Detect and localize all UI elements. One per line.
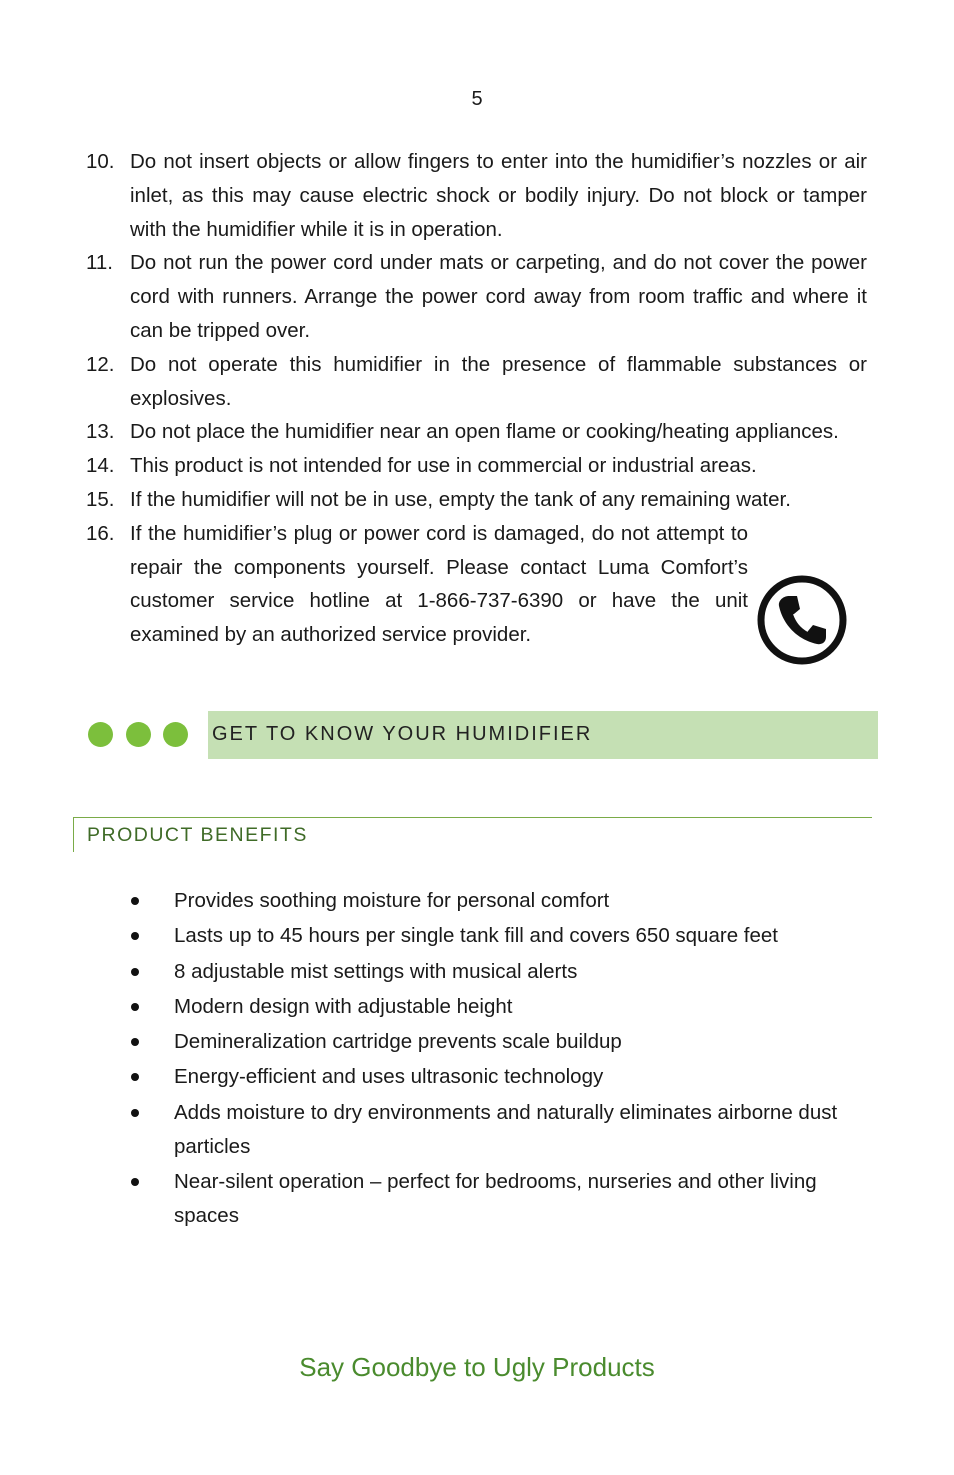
benefit-item (129, 1025, 859, 1059)
warning-item (86, 145, 867, 246)
warning-item (86, 415, 867, 449)
header-band (208, 711, 878, 759)
warning-number: 14. (86, 454, 115, 478)
benefits-list (129, 884, 859, 1234)
bullet-icon (131, 1178, 139, 1186)
warning-number: 11. (86, 251, 113, 275)
bullet-icon (131, 932, 139, 940)
benefit-item (129, 1096, 859, 1164)
benefit-item (129, 1060, 859, 1094)
benefit-item (129, 990, 859, 1024)
warning-text: Do not operate this humidifier in the presence of flammable substances or explosives. (130, 352, 867, 410)
warning-text: This product is not intended for use in commercial or industrial areas. (130, 454, 757, 478)
benefit-text: 8 adjustable mist settings with musical alerts (174, 959, 578, 983)
warning-text: Do not place the humidifier near an open flame or cooking/heating appliances. (130, 420, 839, 444)
warning-number: 16. (86, 521, 115, 545)
warning-item (86, 348, 867, 416)
bullet-icon (131, 1109, 139, 1117)
benefit-text: Demineralization cartridge prevents scale buildup (174, 1030, 622, 1054)
warning-text: Do not run the power cord under mats or carpeting, and do not cover the power cord with runners. Arrange the power cord away from room traffic and where it can be tripped over. (130, 251, 867, 342)
green-dot-icon (126, 722, 151, 747)
benefit-text: Near-silent operation – perfect for bedrooms, nurseries and other living spaces (174, 1169, 817, 1227)
warning-text: If the humidifier’s plug or power cord is damaged, do not attempt to repair the components yourself. Please contact Luma Comfort’s customer service hotline at 1-866-737-6390 or have the unit examined by an authorized service provider. (130, 521, 748, 647)
warning-item (86, 246, 867, 347)
safety-warning-list (86, 145, 867, 652)
benefit-item (129, 1165, 859, 1233)
benefit-text: Adds moisture to dry environments and naturally eliminates airborne dust particles (174, 1100, 838, 1158)
footer-tagline: Say Goodbye to Ugly Products (299, 1352, 655, 1382)
benefit-text: Modern design with adjustable height (174, 994, 513, 1018)
warning-number: 15. (86, 487, 115, 511)
warning-item (86, 483, 867, 517)
section-header (86, 711, 878, 759)
warning-item (86, 517, 867, 652)
warning-text: Do not insert objects or allow fingers to enter into the humidifier’s nozzles or air inlet, as this may cause electric shock or bodily injury. Do not block or tamper with the humidifier while it is in operation. (130, 150, 867, 241)
bullet-icon (131, 897, 139, 905)
page-number: 5 (471, 88, 483, 110)
benefit-item (129, 919, 859, 953)
bullet-icon (131, 968, 139, 976)
warning-text: If the humidifier will not be in use, empty the tank of any remaining water. (130, 487, 791, 511)
benefits-heading: PRODUCT BENEFITS (87, 824, 308, 846)
benefit-item (129, 955, 859, 989)
bullet-icon (131, 1073, 139, 1081)
benefit-text: Provides soothing moisture for personal comfort (174, 889, 610, 912)
phone-icon (756, 574, 848, 666)
benefit-item (129, 884, 859, 918)
green-dot-icon (88, 722, 113, 747)
benefit-text: Energy-efficient and uses ultrasonic technology (174, 1065, 604, 1089)
bullet-icon (131, 1003, 139, 1011)
section-title: GET TO KNOW YOUR HUMIDIFIER (212, 723, 593, 745)
warning-number: 13. (86, 420, 115, 444)
benefits-heading-box (73, 817, 872, 852)
benefit-text: Lasts up to 45 hours per single tank fill and covers 650 square feet (174, 924, 778, 948)
green-dot-icon (163, 722, 188, 747)
warning-number: 12. (86, 352, 115, 376)
bullet-icon (131, 1038, 139, 1046)
warning-number: 10. (86, 150, 115, 173)
warning-item (86, 449, 867, 483)
